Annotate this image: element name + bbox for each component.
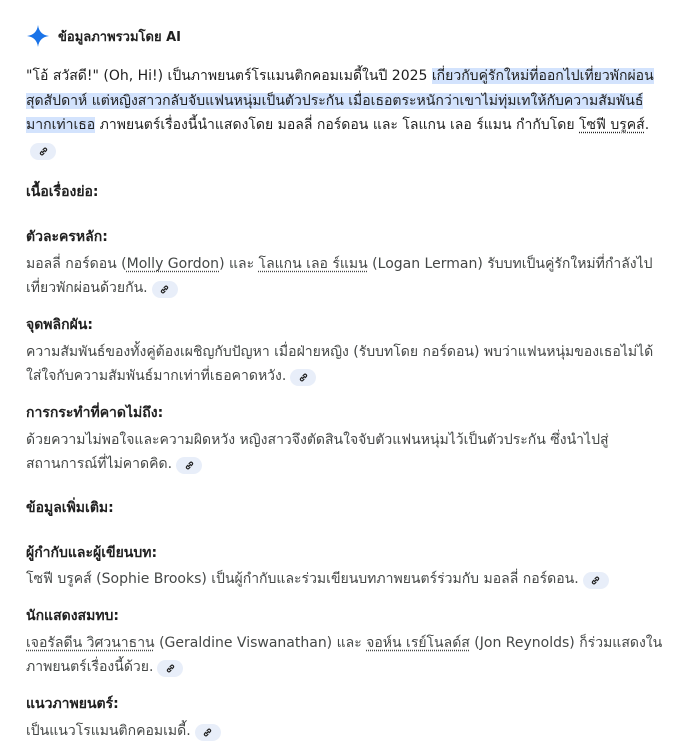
director-heading: ผู้กำกับและผู้เขียนบท: <box>26 545 158 561</box>
turning-point-heading: จุดพลิกผัน: <box>26 317 93 333</box>
link-icon <box>590 575 601 586</box>
synopsis-heading: เนื้อเรื่องย่อ: <box>26 184 99 200</box>
supporting-cast-heading: นักแสดงสมทบ: <box>26 608 120 624</box>
genre-text-part: เป็นแนวโรแมนติกคอมเมดี้. <box>26 723 191 739</box>
main-characters-text-part: (Logan Lerman) รับบทเป็นคู่รักใหม่ที่กำลังไปเที่ยวพักผ่อนด้วยกัน. <box>26 256 653 296</box>
supporting-cast-text <box>26 631 666 679</box>
director-text <box>26 567 666 591</box>
intro-highlight: เกี่ยวกับคู่รักใหม่ที่ออกไปเที่ยวพักผ่อนสุดสัปดาห์ แต่หญิงสาวกลับจับแฟนหนุ่มเป็นตัวประกัน เมื่อเธอตระหนักว่าเขาไม่ทุ่มเทให้กับความสัมพันธ์มากเท่าเธอ <box>26 68 654 133</box>
link-icon <box>159 284 170 295</box>
link-icon <box>38 146 49 157</box>
genre-heading: แนวภาพยนตร์: <box>26 696 119 712</box>
source-link-chip[interactable] <box>583 572 609 589</box>
genre-text <box>26 719 666 743</box>
intro-paragraph <box>26 64 666 162</box>
source-link-chip[interactable] <box>195 724 221 741</box>
unexpected-action-text-part: ด้วยความไม่พอใจและความผิดหวัง หญิงสาวจึงตัดสินใจจับตัวแฟนหนุ่มไว้เป็นตัวประกัน ซึ่งนำไปสู่สถานการณ์ที่ไม่คาดคิด. <box>26 432 609 472</box>
logan-lerman-link[interactable]: โลแกน เลอ ร์แมน <box>258 256 368 272</box>
source-link-chip[interactable] <box>176 457 202 474</box>
link-icon <box>165 663 176 674</box>
ai-overview-title: ข้อมูลภาพรวมโดย AI <box>58 29 181 45</box>
supporting-cast-text-part: (Geraldine Viswanathan) และ <box>154 635 367 651</box>
intro-text: "โอ้ สวัสดี!" (Oh, Hi!) เป็นภาพยนตร์โรแมนติกคอมเมดี้ในปี 2025 <box>26 68 432 84</box>
ai-overview-header <box>26 24 181 48</box>
geraldine-viswanathan-link[interactable]: เจอรัลดีน วิศวนาธาน <box>26 635 155 651</box>
unexpected-action-text <box>26 428 666 476</box>
source-link-chip[interactable] <box>290 369 316 386</box>
main-characters-text <box>26 252 666 300</box>
molly-gordon-link[interactable]: Molly Gordon <box>126 256 220 272</box>
more-info-heading: ข้อมูลเพิ่มเติม: <box>26 500 114 516</box>
link-icon <box>184 460 195 471</box>
supporting-cast-text-part: (Jon Reynolds) ก็ร่วมแสดงในภาพยนตร์เรื่องนี้ด้วย. <box>26 635 663 675</box>
turning-point-text <box>26 340 666 388</box>
sparkle-icon <box>26 24 50 48</box>
director-text-part: โซฟี บรูคส์ (Sophie Brooks) เป็นผู้กำกับและร่วมเขียนบทภาพยนตร์ร่วมกับ มอลลี่ กอร์ดอน. <box>26 571 579 587</box>
intro-text-3: . <box>644 117 650 133</box>
main-characters-text-part: ) และ <box>219 256 259 272</box>
source-link-chip[interactable] <box>30 143 56 160</box>
unexpected-action-heading: การกระทำที่คาดไม่ถึง: <box>26 405 164 421</box>
jon-reynolds-link[interactable]: จอห์น เรย์โนลด์ส <box>366 635 470 651</box>
link-icon <box>298 372 309 383</box>
main-characters-text-part: มอลลี่ กอร์ดอน ( <box>26 256 127 272</box>
director-link[interactable]: โซฟี บรูคส์ <box>579 117 645 133</box>
source-link-chip[interactable] <box>152 281 178 298</box>
turning-point-text-part: ความสัมพันธ์ของทั้งคู่ต้องเผชิญกับปัญหา เมื่อฝ่ายหญิง (รับบทโดย กอร์ดอน) พบว่าแฟนหนุ่มของเธอไม่ได้ใส่ใจกับความสัมพันธ์มากเท่าที่เธอคาดหวัง. <box>26 344 654 384</box>
intro-text-2: ภาพยนตร์เรื่องนี้นำแสดงโดย มอลลี่ กอร์ดอน และ โลแกน เลอ ร์แมน กำกับโดย <box>95 117 579 133</box>
link-icon <box>202 727 213 738</box>
main-characters-heading: ตัวละครหลัก: <box>26 229 108 245</box>
source-link-chip[interactable] <box>157 660 183 677</box>
